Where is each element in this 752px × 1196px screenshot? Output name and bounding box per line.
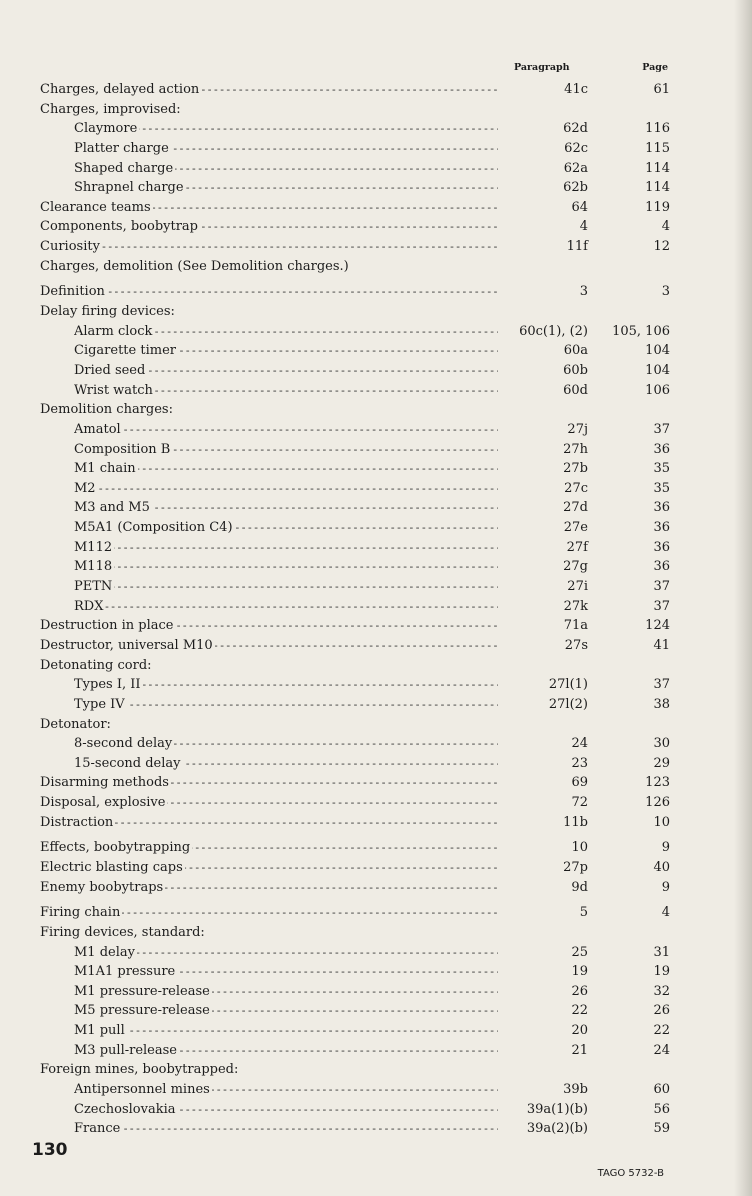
entry-text: Wrist watch — [74, 382, 153, 398]
entry-page: 37 — [653, 421, 670, 437]
entry-page: 114 — [645, 180, 670, 196]
entry-label — [74, 1119, 498, 1139]
entry-label — [40, 257, 498, 277]
entry-label — [40, 217, 498, 237]
entry-label — [74, 440, 498, 460]
entry-text: PETN — [74, 579, 113, 595]
entry-paragraph: 23 — [571, 755, 588, 771]
entry-text: M112 — [74, 539, 113, 555]
index-entry — [40, 557, 670, 577]
entry-text: M1 pressure-release — [74, 983, 210, 999]
entry-label — [40, 773, 498, 793]
entry-text: M1A1 pressure — [74, 964, 176, 980]
entry-label — [40, 302, 498, 322]
entry-label — [40, 198, 498, 218]
entry-paragraph: 21 — [571, 1042, 588, 1058]
entry-label — [40, 100, 498, 120]
entry-text: M2 — [74, 480, 96, 496]
entry-text: Firing chain — [40, 905, 121, 921]
entry-text: Curiosity — [40, 239, 100, 255]
entry-label — [74, 982, 498, 1002]
paragraph-column-label: Paragraph — [514, 62, 570, 73]
entry-text: Clearance teams — [40, 199, 151, 215]
entry-paragraph: 62a — [563, 160, 588, 176]
entry-paragraph: 39a(1)(b) — [526, 1101, 588, 1117]
entry-paragraph: 27l(2) — [548, 696, 588, 712]
index-entry — [40, 1100, 670, 1120]
index-entry — [40, 616, 670, 636]
index-entry — [40, 577, 670, 597]
entry-text: Components, boobytrap — [40, 219, 198, 235]
entry-paragraph: 64 — [571, 199, 588, 215]
entry-page: 10 — [653, 814, 670, 830]
entry-label — [74, 557, 498, 577]
entry-text: Platter charge — [74, 140, 169, 156]
entry-text: Disarming methods — [40, 775, 169, 791]
entry-page: 119 — [645, 199, 670, 215]
entry-text: Czechoslovakia — [74, 1101, 176, 1117]
entry-page: 3 — [661, 284, 670, 300]
entry-paragraph: 11f — [566, 239, 588, 255]
entry-label — [74, 159, 498, 179]
entry-paragraph: 41c — [564, 82, 588, 97]
index-entry — [40, 695, 670, 715]
entry-label — [74, 1001, 498, 1021]
entry-text: Disposal, explosive — [40, 795, 166, 811]
entry-paragraph: 4 — [579, 219, 588, 235]
index-entry — [40, 923, 670, 943]
entry-label — [40, 858, 498, 878]
entry-page: 123 — [645, 775, 670, 791]
entry-paragraph: 62c — [564, 140, 588, 156]
entry-paragraph: 3 — [579, 284, 588, 300]
entry-paragraph: 27d — [563, 500, 588, 516]
index-entry — [40, 1041, 670, 1061]
index-entry — [40, 100, 670, 120]
entry-text: Dried seed — [74, 362, 146, 378]
entry-label — [74, 518, 498, 538]
entry-paragraph: 60c(1), (2) — [519, 323, 588, 339]
entry-label — [40, 813, 498, 833]
entry-page: 40 — [653, 859, 670, 875]
entry-label — [74, 734, 498, 754]
index-entry — [40, 178, 670, 198]
index-entry — [40, 237, 670, 257]
entry-text: Composition B — [74, 441, 171, 457]
entry-text: Alarm clock — [74, 323, 153, 339]
entry-page: 30 — [653, 736, 670, 752]
entry-text: Amatol — [74, 421, 121, 437]
entry-label — [74, 341, 498, 361]
entry-text: Cigarette timer — [74, 343, 176, 359]
entry-paragraph: 19 — [571, 964, 588, 980]
entry-paragraph: 60b — [563, 362, 588, 378]
entry-label — [40, 237, 498, 257]
index-entry — [40, 322, 670, 342]
index-entry — [40, 773, 670, 793]
entry-page: 12 — [653, 239, 670, 255]
entry-page: 104 — [645, 362, 670, 378]
entry-label — [74, 538, 498, 558]
entry-label — [40, 878, 498, 898]
entry-page: 36 — [653, 559, 670, 575]
entry-text: Charges, demolition (See Demolition charges.) — [40, 258, 349, 274]
entry-page: 36 — [653, 441, 670, 457]
entry-text: Claymore — [74, 121, 138, 137]
index-entry — [40, 282, 670, 302]
index-entry — [40, 754, 670, 774]
entry-text: RDX — [74, 598, 104, 614]
index-entry — [40, 636, 670, 656]
entry-text: Electric blasting caps — [40, 859, 183, 875]
entry-paragraph: 10 — [571, 840, 588, 856]
entry-text: Destructor, universal M10 — [40, 637, 213, 653]
entry-label — [74, 119, 498, 139]
entry-paragraph: 62b — [563, 180, 588, 196]
page-number: 130 — [32, 1140, 68, 1160]
index-entry — [40, 597, 670, 617]
column-header — [40, 58, 670, 80]
index-entry — [40, 943, 670, 963]
entry-text: M5 pressure-release — [74, 1003, 210, 1019]
entry-paragraph: 69 — [571, 775, 588, 791]
index-entry — [40, 903, 670, 923]
entry-text: Types I, II — [74, 677, 141, 693]
entry-text: Effects, boobytrapping — [40, 840, 191, 856]
entry-text: M1 delay — [74, 944, 135, 960]
index-entry — [40, 257, 670, 277]
entry-page: 115 — [645, 140, 670, 156]
document-code: TAGO 5732-B — [597, 1168, 664, 1179]
entry-paragraph: 71a — [563, 618, 588, 634]
entry-page: 37 — [653, 579, 670, 595]
entry-label — [74, 597, 498, 617]
index-entry — [40, 341, 670, 361]
entry-page: 35 — [653, 480, 670, 496]
entry-text: Distraction — [40, 814, 114, 830]
entry-paragraph: 27s — [564, 637, 588, 653]
entry-paragraph: 72 — [571, 795, 588, 811]
entry-paragraph: 5 — [579, 905, 588, 921]
entry-label — [74, 139, 498, 159]
entry-text: Destruction in place — [40, 618, 174, 634]
entry-text: Charges, improvised: — [40, 101, 181, 117]
entry-paragraph: 60a — [563, 343, 588, 359]
entry-page: 19 — [653, 964, 670, 980]
entry-label — [74, 675, 498, 695]
index-entry — [40, 80, 670, 100]
entry-page: 9 — [661, 840, 670, 856]
entry-paragraph: 20 — [571, 1023, 588, 1039]
entry-label — [74, 498, 498, 518]
entry-label — [40, 616, 498, 636]
index-entry — [40, 1060, 670, 1080]
entry-label — [74, 361, 498, 381]
index-entry — [40, 479, 670, 499]
entry-text: M5A1 (Composition C4) — [74, 520, 233, 536]
entry-page: 61 — [653, 82, 670, 97]
entry-text: M3 and M5 — [74, 500, 150, 516]
entry-label — [74, 962, 498, 982]
index-entry — [40, 420, 670, 440]
entry-page: 29 — [653, 755, 670, 771]
index-entry — [40, 361, 670, 381]
entry-label — [74, 178, 498, 198]
entry-label — [40, 923, 498, 943]
entry-text: Shrapnel charge — [74, 180, 184, 196]
index-entry — [40, 400, 670, 420]
entry-label — [40, 903, 498, 923]
entry-text: M1 pull — [74, 1023, 125, 1039]
entry-page: 31 — [653, 944, 670, 960]
index-list — [40, 58, 670, 1139]
entry-paragraph: 39b — [563, 1082, 588, 1098]
entry-paragraph: 27e — [563, 520, 588, 536]
entry-paragraph: 27l(1) — [548, 677, 588, 693]
entry-page: 35 — [653, 461, 670, 477]
entry-paragraph: 27i — [567, 579, 588, 595]
index-entry — [40, 159, 670, 179]
entry-label — [74, 577, 498, 597]
entry-text: 15-second delay — [74, 755, 181, 771]
entry-label — [74, 754, 498, 774]
entry-page: 36 — [653, 539, 670, 555]
entry-text: Demolition charges: — [40, 402, 173, 418]
entry-page: 37 — [653, 598, 670, 614]
index-entry — [40, 675, 670, 695]
index-entry — [40, 715, 670, 735]
index-entry — [40, 813, 670, 833]
entry-page: 37 — [653, 677, 670, 693]
index-entry — [40, 982, 670, 1002]
entry-page: 106 — [645, 382, 670, 398]
index-entry — [40, 878, 670, 898]
entry-text: Detonating cord: — [40, 657, 152, 673]
entry-label — [74, 943, 498, 963]
entry-label — [74, 695, 498, 715]
entry-page: 4 — [661, 219, 670, 235]
entry-paragraph: 27f — [566, 539, 588, 555]
entry-label — [40, 1060, 498, 1080]
index-entry — [40, 440, 670, 460]
entry-label — [40, 400, 498, 420]
index-entry — [40, 734, 670, 754]
entry-label — [74, 1080, 498, 1100]
index-entry — [40, 1119, 670, 1139]
entry-page: 4 — [661, 905, 670, 921]
entry-text: Foreign mines, boobytrapped: — [40, 1062, 239, 1078]
index-entry — [40, 119, 670, 139]
entry-paragraph: 27k — [563, 598, 588, 614]
entry-page: 26 — [653, 1003, 670, 1019]
index-entry — [40, 381, 670, 401]
entry-page: 60 — [653, 1082, 670, 1098]
entry-page: 41 — [653, 637, 670, 653]
entry-page: 32 — [653, 983, 670, 999]
entry-label — [74, 322, 498, 342]
entry-paragraph: 27g — [563, 559, 588, 575]
entry-text: M3 pull-release — [74, 1042, 177, 1058]
entry-page: 22 — [653, 1023, 670, 1039]
entry-text: M118 — [74, 559, 113, 575]
entry-text: France — [74, 1121, 121, 1137]
entry-paragraph: 9d — [571, 879, 588, 895]
entry-paragraph: 27b — [563, 461, 588, 477]
entry-text: Definition — [40, 284, 105, 300]
entry-label — [74, 459, 498, 479]
page-edge-shadow — [734, 0, 752, 1196]
entry-label — [74, 381, 498, 401]
index-entry — [40, 217, 670, 237]
index-entry — [40, 498, 670, 518]
index-entry — [40, 858, 670, 878]
entry-page: 59 — [653, 1121, 670, 1137]
index-entry — [40, 518, 670, 538]
index-entry — [40, 1001, 670, 1021]
entry-label — [40, 636, 498, 656]
entry-paragraph: 26 — [571, 983, 588, 999]
entry-paragraph: 27p — [563, 859, 588, 875]
entry-page: 104 — [645, 343, 670, 359]
index-entry — [40, 838, 670, 858]
entry-page: 116 — [645, 121, 670, 137]
entry-page: 9 — [661, 879, 670, 895]
index-entry — [40, 656, 670, 676]
entry-text: Firing devices, standard: — [40, 924, 205, 940]
entry-page: 56 — [653, 1101, 670, 1117]
entry-label — [40, 282, 498, 302]
entry-page: 114 — [645, 160, 670, 176]
index-entries — [40, 80, 670, 1139]
entry-page: 36 — [653, 520, 670, 536]
entry-label — [74, 1100, 498, 1120]
entry-page: 24 — [653, 1042, 670, 1058]
entry-text: Type IV — [74, 696, 125, 712]
entry-label — [40, 656, 498, 676]
entry-paragraph: 27h — [563, 441, 588, 457]
index-entry — [40, 538, 670, 558]
entry-label — [40, 80, 498, 100]
entry-page: 126 — [645, 795, 670, 811]
entry-page: 38 — [653, 696, 670, 712]
entry-label — [40, 838, 498, 858]
page-column-label: Page — [642, 62, 668, 73]
entry-text: Shaped charge — [74, 160, 174, 176]
entry-text: M1 chain — [74, 461, 136, 477]
entry-text: 8-second delay — [74, 736, 173, 752]
entry-paragraph: 11b — [563, 814, 588, 830]
entry-page: 36 — [653, 500, 670, 516]
entry-label — [74, 1041, 498, 1061]
entry-label — [40, 793, 498, 813]
entry-paragraph: 27j — [567, 421, 588, 437]
entry-paragraph: 24 — [571, 736, 588, 752]
index-entry — [40, 962, 670, 982]
index-entry — [40, 793, 670, 813]
entry-text: Antipersonnel mines — [74, 1082, 210, 1098]
entry-text: Charges, delayed action — [40, 82, 200, 97]
entry-paragraph: 60d — [563, 382, 588, 398]
entry-text: Enemy boobytraps — [40, 879, 164, 895]
index-entry — [40, 302, 670, 322]
entry-label — [40, 715, 498, 735]
entry-label — [74, 420, 498, 440]
index-entry — [40, 1021, 670, 1041]
entry-paragraph: 22 — [571, 1003, 588, 1019]
entry-text: Delay firing devices: — [40, 304, 175, 320]
index-entry — [40, 1080, 670, 1100]
index-entry — [40, 459, 670, 479]
entry-label — [74, 479, 498, 499]
entry-page: 124 — [645, 618, 670, 634]
entry-paragraph: 62d — [563, 121, 588, 137]
entry-page: 105, 106 — [612, 323, 670, 339]
entry-paragraph: 39a(2)(b) — [526, 1121, 588, 1137]
entry-paragraph: 27c — [564, 480, 588, 496]
index-entry — [40, 139, 670, 159]
index-entry — [40, 198, 670, 218]
entry-label — [74, 1021, 498, 1041]
entry-text: Detonator: — [40, 716, 111, 732]
entry-paragraph: 25 — [571, 944, 588, 960]
